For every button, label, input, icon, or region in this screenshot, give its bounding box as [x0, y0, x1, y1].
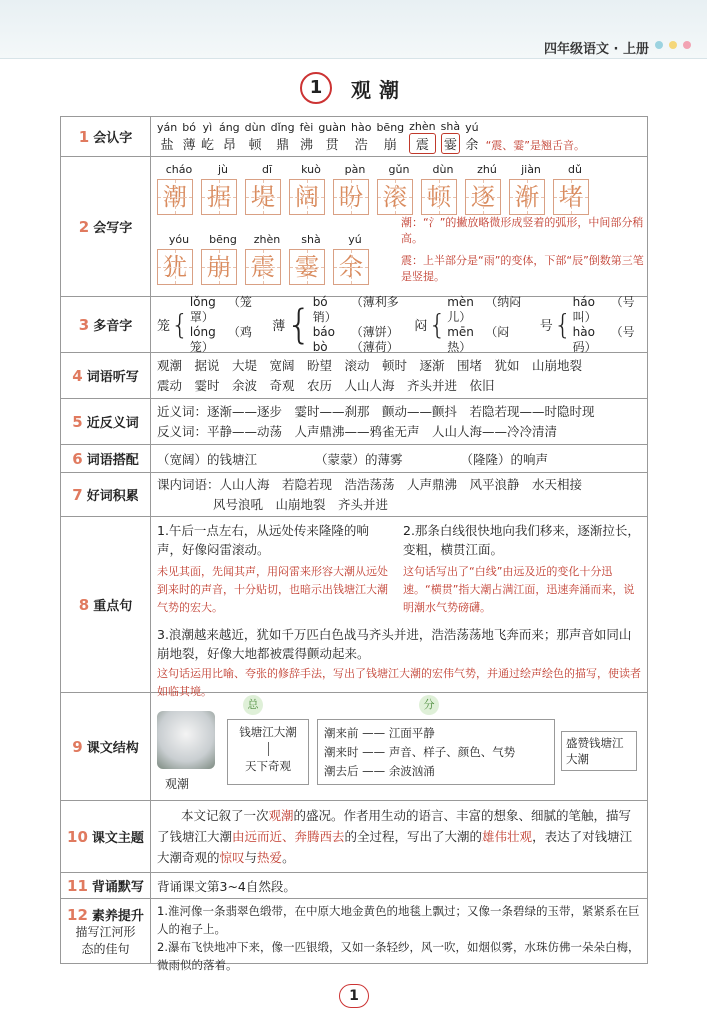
pinyin: zhú — [477, 163, 497, 176]
collocation-item: （蒙蒙）的薄雾 — [315, 451, 403, 467]
row-number: 8 — [78, 596, 90, 614]
dot-icon — [655, 41, 663, 49]
example: （薄利多销） — [312, 294, 399, 324]
polyphone-item — [313, 295, 401, 325]
pinyin: mèn — [447, 294, 474, 309]
stage-after: 潮去后 — [324, 764, 359, 778]
page-number: 1 — [339, 984, 369, 1008]
collocation-item: （宽阔）的钱塘江 — [157, 451, 258, 467]
row-key-sentences — [61, 517, 647, 698]
stage-after-desc: 余波汹涌 — [388, 764, 435, 778]
row-number: 6 — [72, 450, 83, 468]
stage-before: 潮来前 — [324, 726, 359, 740]
hanzi: 沸 — [299, 138, 313, 153]
row-label: 重点句 — [93, 599, 133, 614]
pinyin: lóng — [189, 324, 216, 339]
pinyin-char — [219, 121, 240, 153]
hanzi: 霎 — [441, 133, 460, 154]
write-cell — [333, 233, 377, 285]
theme-text: 本文记叙了一次观潮的盛况。作者用生动的语言、丰富的想象、细腻的笔触，描写了钱塘江大潮由远而近、奔腾西去的全过程，写出了大潮的雄伟壮观，表达了对钱塘江大潮奇观的惊叹与热爱。 — [157, 808, 633, 865]
antonyms-line: 反义词：平静——动荡 人声鼎沸——鸦雀无声 人山人海——冷冷清清 — [157, 424, 558, 439]
row-label: 会认字 — [93, 131, 133, 146]
write-cell — [421, 163, 465, 215]
write-cell — [377, 163, 421, 215]
hanzi: 屹 — [200, 138, 214, 153]
structure-left2: 天下奇观 — [245, 759, 291, 773]
polyphone-item — [447, 295, 526, 325]
lesson-heading — [0, 72, 707, 112]
hanzi-box: 据 — [201, 179, 237, 215]
row-label: 课文结构 — [86, 741, 139, 756]
pinyin-char — [157, 121, 177, 153]
row-number: 7 — [72, 486, 83, 504]
stage-during: 潮来时 — [324, 745, 359, 759]
synonyms-line: 近义词：逐渐——逐步 霎时——刹那 颤动——颤抖 若隐若现——时隐时现 — [157, 404, 595, 419]
pinyin: cháo — [165, 163, 193, 176]
literacy-sentence-2: 2.瀑布飞快地冲下来，像一匹银缎，又如一条轻纱，风一吹，如烟似雾，水珠仿佛一朵朵白梅，微雨似的落着。 — [157, 940, 640, 972]
pinyin: gǔn — [388, 163, 410, 176]
fen-badge: 分 — [419, 695, 439, 715]
lesson-number: 1 — [300, 72, 332, 104]
header-text: 四年级语文 · 上册 — [544, 42, 649, 57]
write-cell — [465, 163, 509, 215]
polyphone-item — [573, 325, 641, 355]
hanzi-box: 盼 — [333, 179, 369, 215]
pinyin-char — [300, 121, 314, 153]
row-collocation — [61, 445, 647, 473]
example: （鸡笼） — [189, 324, 252, 354]
polyphone-item — [573, 295, 641, 325]
polyphone-char: 闷 — [414, 319, 428, 334]
row-label: 会写字 — [93, 221, 133, 236]
example: （闷热） — [447, 324, 510, 354]
polyphone-items — [447, 295, 526, 355]
hanzi: 贯 — [325, 138, 339, 153]
hanzi: 盐 — [160, 138, 174, 153]
pinyin: dī — [261, 163, 273, 176]
pinyin: áng — [218, 121, 240, 134]
pinyin: yán — [157, 121, 178, 134]
hanzi-box: 堵 — [553, 179, 589, 215]
hanzi-box: 滚 — [377, 179, 413, 215]
pinyin: jù — [217, 163, 229, 176]
dot-icon — [669, 41, 677, 49]
pinyin: guàn — [318, 121, 346, 134]
polyphone-item — [447, 325, 526, 355]
polyphone-group — [272, 295, 400, 355]
row-number: 12 — [67, 905, 88, 924]
pinyin-char — [318, 121, 346, 153]
hanzi-box: 霎 — [289, 249, 325, 285]
hanzi-box: 阔 — [289, 179, 325, 215]
pinyin: dǔ — [568, 163, 582, 176]
zong-badge: 总 — [243, 695, 263, 715]
polyphone-group — [540, 295, 641, 355]
structure-right-box: 盛赞钱塘江大潮 — [561, 731, 637, 771]
pinyin: lǒng — [189, 294, 216, 309]
row-recognize — [61, 117, 647, 157]
row-number: 2 — [78, 218, 90, 236]
write-cell — [245, 163, 289, 215]
pinyin: yóu — [168, 233, 190, 246]
example: （号叫） — [572, 294, 635, 324]
row-good-words — [61, 473, 647, 517]
write-cell — [289, 233, 333, 285]
row-label: 词语听写 — [86, 370, 139, 385]
pinyin: shà — [440, 120, 461, 133]
hanzi-box: 逐 — [465, 179, 501, 215]
image-caption: 观潮 — [165, 777, 190, 791]
polyphone-item — [190, 295, 258, 325]
pinyin: jiàn — [521, 163, 541, 176]
row-theme — [61, 801, 647, 873]
key-sentence-3: 3.浪潮越来越近，犹如千万匹白色战马齐头并进，浩浩荡荡地飞奔而来；那声音如同山崩地裂，好像大地都被震得颤动起来。 — [157, 627, 632, 661]
polyphone-char: 号 — [539, 319, 553, 334]
literacy-sentence-1: 1.淮河像一条翡翠色缎带，在中原大地金黄色的地毯上飘过；又像一条碧绿的玉带，紧紧系在巨人的袍子上。 — [157, 904, 640, 936]
pinyin: zhèn — [409, 120, 436, 133]
pinyin: hào — [350, 121, 372, 134]
key-sentence-1: 1.午后一点左右，从远处传来隆隆的响声，好像闷雷滚动。 — [157, 523, 369, 557]
write-cell — [289, 163, 333, 215]
write-cell — [157, 233, 201, 285]
hanzi: 余 — [465, 138, 479, 153]
structure-left-box — [227, 719, 309, 785]
polyphone-items — [313, 295, 401, 355]
row-label: 多音字 — [93, 319, 133, 334]
example: （薄荷） — [350, 339, 399, 354]
hanzi: 震 — [409, 133, 436, 154]
write-line2 — [157, 233, 377, 285]
pinyin: bó — [312, 294, 328, 309]
recognize-note: “震、霎”是翘舌音。 — [485, 139, 585, 152]
pinyin: bó — [182, 121, 196, 134]
polyphone-item — [313, 325, 401, 340]
hanzi-box: 余 — [333, 249, 369, 285]
pinyin: báo — [312, 324, 335, 339]
hanzi-box: 崩 — [201, 249, 237, 285]
structure-left1: 钱塘江大潮 — [239, 725, 297, 739]
pinyin: yú — [348, 233, 362, 246]
polyphone-groups — [157, 294, 641, 354]
pinyin: mēn — [447, 324, 474, 339]
key-sentence-2: 2.那条白线很快地向我们移来，逐渐拉长，变粗，横贯江面。 — [403, 523, 640, 557]
pinyin-char — [271, 121, 295, 153]
polyphone-group — [157, 295, 258, 355]
row-structure — [61, 693, 647, 801]
write-note2: 震：上半部分是“雨”的变体，下部“辰”倒数第三笔是竖提。 — [401, 254, 644, 283]
row-number: 5 — [72, 413, 83, 431]
pinyin: dùn — [432, 163, 454, 176]
pinyin: shà — [301, 233, 321, 246]
brace-icon: { — [553, 308, 572, 341]
row-number: 3 — [78, 316, 90, 334]
row-number: 4 — [72, 367, 83, 385]
write-note1: 潮：“氵”的撇放略微形成竖着的弧形，中间部分稍高。 — [401, 216, 644, 245]
row-number: 1 — [78, 128, 90, 146]
write-cell — [157, 163, 201, 215]
pinyin-char — [201, 121, 214, 153]
write-line1 — [157, 163, 597, 215]
polyphone-char: 薄 — [272, 319, 286, 334]
pinyin: pàn — [344, 163, 366, 176]
good-words-line2: 风号浪吼 山崩地裂 齐头并进 — [213, 497, 389, 512]
polyphone-items — [190, 295, 258, 355]
write-cell — [245, 233, 289, 285]
pinyin-char — [465, 121, 478, 153]
polyphone-char: 笼 — [157, 319, 171, 334]
page-header — [0, 0, 707, 59]
row-label: 近反义词 — [86, 416, 139, 431]
row-polyphone — [61, 294, 647, 354]
write-cell — [553, 163, 597, 215]
row-label: 词语搭配 — [86, 453, 139, 468]
brace-icon: { — [171, 308, 189, 341]
row-label: 好词积累 — [86, 489, 139, 504]
structure-connector — [268, 742, 269, 756]
hanzi: 浩 — [354, 138, 368, 153]
write-cell — [333, 163, 377, 215]
key-note-3: 这句话运用比喻、夸张的修辞手法，写出了钱塘江大潮的宏伟气势，并通过绘声绘色的描写，使读者如临其境。 — [157, 667, 641, 698]
example: （纳闷儿） — [447, 294, 522, 324]
pinyin-char — [182, 121, 196, 153]
pinyin: yú — [465, 121, 479, 134]
write-cell — [201, 163, 245, 215]
lesson-title: 观潮 — [351, 77, 408, 102]
lesson-table — [60, 116, 648, 972]
brace-icon: { — [286, 301, 312, 348]
dot-icon — [683, 41, 691, 49]
polyphone-item — [190, 325, 258, 355]
row-synonyms — [61, 399, 647, 445]
polyphone-group — [414, 295, 525, 355]
row-label: 素养提升 — [91, 908, 144, 924]
row-number: 10 — [67, 828, 88, 846]
hanzi: 崩 — [383, 138, 397, 153]
hanzi-box: 堤 — [245, 179, 281, 215]
example: （薄饼） — [350, 324, 399, 339]
pinyin-char — [351, 121, 371, 153]
pinyin: yì — [202, 121, 213, 134]
pinyin-char — [409, 120, 436, 154]
write-cell — [509, 163, 553, 215]
pinyin-char — [245, 121, 266, 153]
hanzi-box: 震 — [245, 249, 281, 285]
recognize-chars — [157, 117, 641, 159]
pinyin: dùn — [244, 121, 266, 134]
row-dictation — [61, 353, 647, 399]
stage-before-desc: 江面平静 — [388, 726, 435, 740]
pinyin: háo — [572, 294, 595, 309]
row-label: 背诵默写 — [91, 880, 144, 895]
good-words-line1: 课内词语：人山人海 若隐若现 浩浩荡荡 人声鼎沸 风平浪静 水天相接 — [157, 477, 583, 492]
row-label: 课文主题 — [91, 831, 144, 846]
pinyin: dǐng — [270, 121, 295, 134]
dictation-line2: 震动 霎时 余波 奇观 农历 人山人海 齐头并进 依旧 — [157, 378, 495, 393]
recite-text: 背诵课文第3~4自然段。 — [157, 878, 296, 894]
example: （笼罩） — [189, 294, 252, 324]
collocation-item: （隆隆）的响声 — [460, 451, 549, 467]
pinyin: hào — [572, 324, 595, 339]
pinyin-char — [441, 120, 460, 154]
dictation-line1: 观潮 据说 大堤 宽阔 盼望 滚动 顿时 逐渐 围堵 犹如 山崩地裂 — [157, 358, 583, 373]
hanzi: 鼎 — [276, 138, 290, 153]
pinyin-char — [376, 121, 404, 153]
hanzi-box: 犹 — [157, 249, 193, 285]
pinyin: bēng — [209, 233, 237, 246]
row-sublabel: 描写江河形态的佳句 — [75, 924, 136, 956]
tide-image — [157, 711, 215, 769]
pinyin: zhèn — [253, 233, 281, 246]
example: （号码） — [572, 324, 635, 354]
write-cell — [201, 233, 245, 285]
polyphone-items — [573, 295, 641, 355]
hanzi-box: 渐 — [509, 179, 545, 215]
row-recite — [61, 873, 647, 899]
hanzi: 顿 — [248, 138, 262, 153]
pinyin: bēng — [376, 121, 405, 134]
hanzi: 昂 — [222, 138, 236, 153]
pinyin: bò — [312, 339, 328, 354]
pinyin: kuò — [301, 163, 321, 176]
hanzi: 薄 — [182, 138, 196, 153]
hanzi-box: 潮 — [157, 179, 193, 215]
row-literacy — [61, 899, 647, 972]
pinyin: fèi — [299, 121, 314, 134]
key-note-1: 未见其面，先闻其声，用闷雷来形容大潮从远处到来时的声音，十分贴切，也暗示出钱塘江大潮气势的宏大。 — [157, 565, 388, 614]
stage-during-desc: 声音、样子、颜色、气势 — [388, 745, 516, 759]
row-number: 9 — [72, 738, 83, 756]
hanzi-box: 顿 — [421, 179, 457, 215]
structure-mid-box: 潮来前 —— 江面平静 潮来时 —— 声音、样子、颜色、气势 潮去后 —— 余波汹涌 — [317, 719, 555, 785]
row-number: 11 — [67, 877, 88, 895]
brace-icon: { — [428, 308, 447, 341]
key-note-2: 这句话写出了“白线”由远及近的变化十分迅速。“横贯”指大潮占满江面，迅速奔涌而来，说明潮水气势磅礴。 — [403, 565, 635, 614]
row-write — [61, 157, 647, 297]
